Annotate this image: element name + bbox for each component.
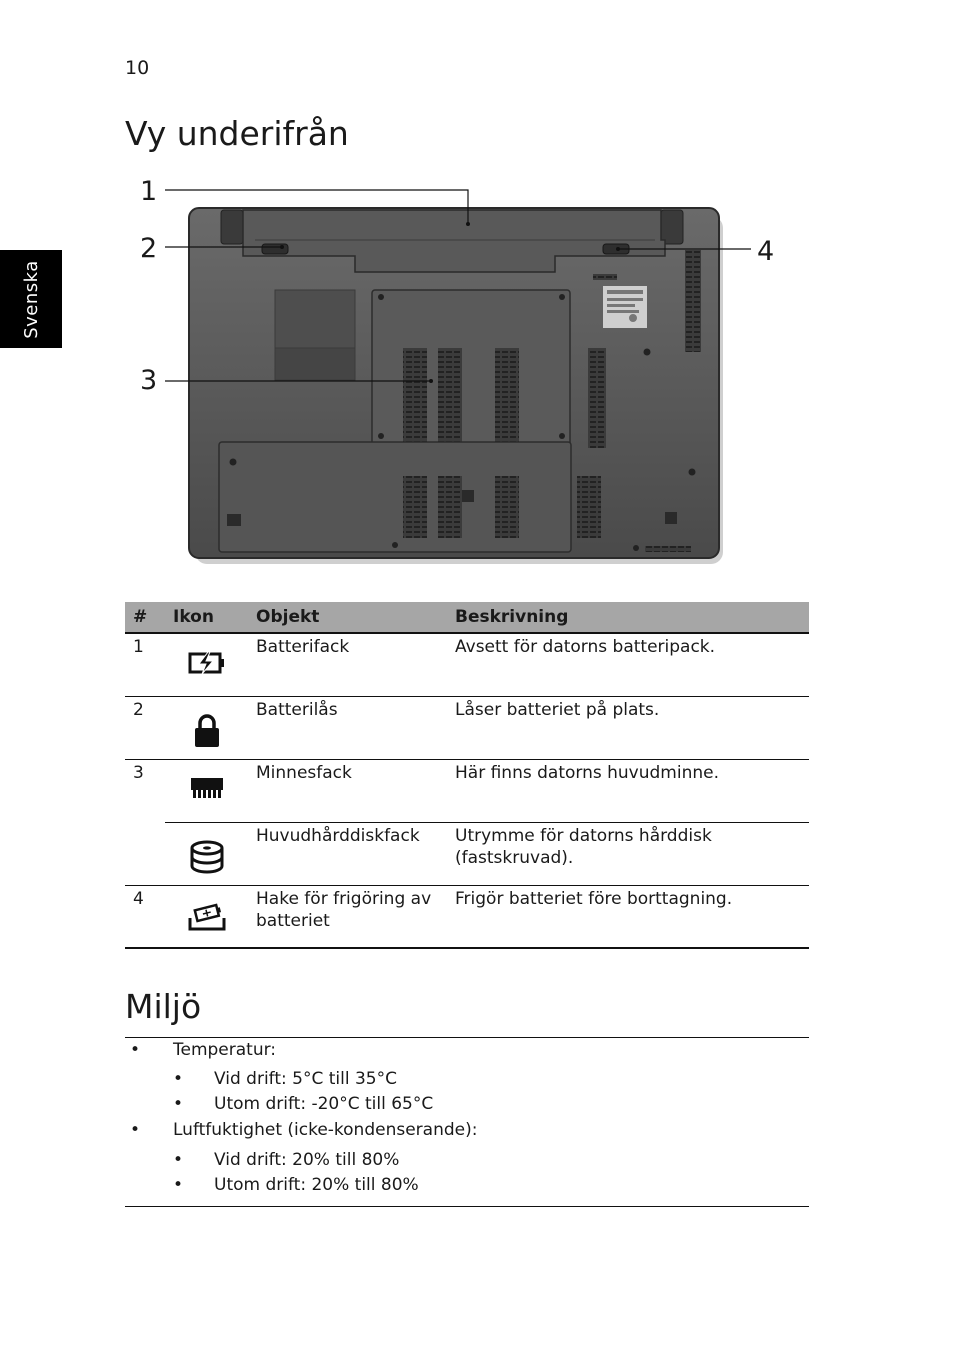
list-subitem-label: Vid drift: 20% till 80% (214, 1150, 400, 1170)
column-header-description: Beskrivning (447, 602, 809, 633)
column-header-item: Objekt (248, 602, 447, 633)
list-item-label: Luftfuktighet (icke-kondenserande): (173, 1120, 478, 1140)
page-number: 10 (125, 57, 150, 79)
laptop-bottom-illustration (125, 170, 825, 570)
callout-number-2: 2 (140, 233, 158, 264)
row-item: Minnesfack (248, 759, 447, 822)
bullet: • (130, 1120, 141, 1140)
row-description: Avsett för datorns batteripack. (447, 633, 809, 696)
row-description: Här finns datorns huvudminne. (447, 759, 809, 822)
table-row (125, 822, 809, 885)
language-label: Svenska (20, 259, 42, 339)
language-side-tab (0, 250, 62, 348)
table-row (125, 696, 809, 759)
bullet: • (173, 1069, 184, 1089)
table-row (125, 759, 809, 822)
row-description: Låser batteriet på plats. (447, 696, 809, 759)
callout-number-3: 3 (140, 365, 158, 396)
row-number: 2 (125, 696, 165, 759)
row-number: 3 (125, 759, 165, 885)
table-header-row (125, 602, 809, 633)
battery-icon (188, 650, 226, 676)
row-number: 4 (125, 885, 165, 948)
row-item: Huvudhårddiskfack (248, 822, 447, 885)
battery-release-icon (187, 902, 227, 932)
lock-icon (192, 713, 222, 749)
environment-list (125, 1037, 809, 1207)
column-header-icon: Ikon (165, 602, 248, 633)
callout-number-1: 1 (140, 176, 158, 207)
table-row (125, 885, 809, 948)
bullet: • (130, 1040, 141, 1060)
row-item: Batterifack (248, 633, 447, 696)
row-item: Hake för frigöring av batteriet (248, 885, 447, 948)
list-subitem-label: Vid drift: 5°C till 35°C (214, 1069, 397, 1089)
memory-icon (189, 776, 225, 800)
row-description: Utrymme för datorns hårddisk (fastskruvad). (447, 822, 809, 885)
bullet: • (173, 1094, 184, 1114)
list-subitem-label: Utom drift: -20°C till 65°C (214, 1094, 434, 1114)
section-title-bottom-view: Vy underifrån (125, 114, 349, 153)
hard-disk-icon (189, 839, 225, 875)
laptop-bottom-figure (125, 170, 825, 570)
row-item: Batterilås (248, 696, 447, 759)
row-description: Frigör batteriet före borttagning. (447, 885, 809, 948)
list-subitem-label: Utom drift: 20% till 80% (214, 1175, 419, 1195)
section-title-environment: Miljö (125, 987, 202, 1026)
bullet: • (173, 1150, 184, 1170)
callout-number-4: 4 (757, 236, 775, 267)
bottom-view-table (125, 602, 809, 949)
column-header-number: # (125, 602, 165, 633)
table-row (125, 633, 809, 696)
row-number: 1 (125, 633, 165, 696)
bullet: • (173, 1175, 184, 1195)
list-item-label: Temperatur: (173, 1040, 277, 1060)
